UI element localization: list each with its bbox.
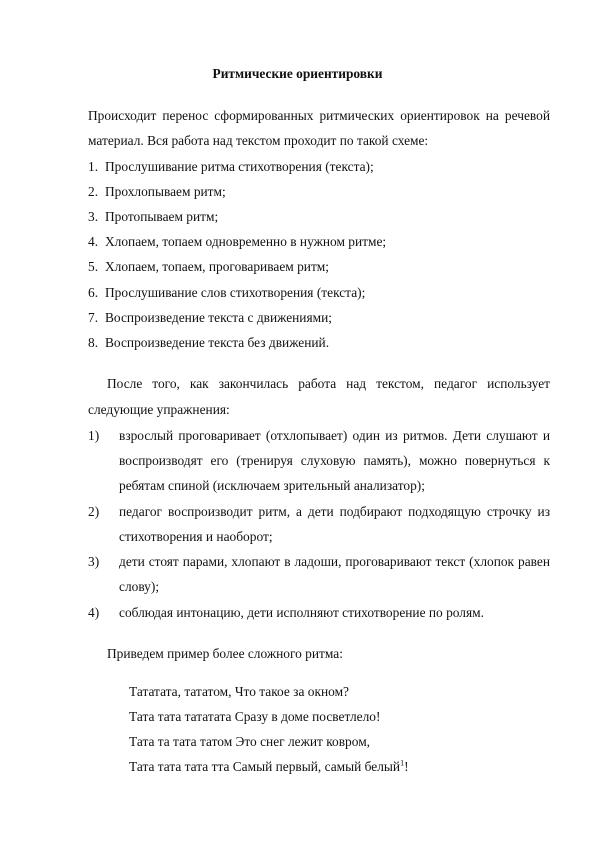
exercise-4-number: 4)	[88, 605, 100, 620]
exercise-2-line-1: педагог воспроизводит ритм, а дети подбирают подходящую строчку из	[119, 504, 550, 519]
step-8-text: Воспроизведение текста без движений.	[105, 335, 330, 350]
step-3-text: Протопываем ритм;	[105, 209, 219, 224]
para3: Приведем пример более сложного ритма:	[107, 646, 343, 661]
step-1-text: Прослушивание ритма стихотворения (текста);	[105, 159, 374, 174]
poem-line-4-text: Тата тата тата тта Самый первый, самый белый	[129, 759, 401, 774]
step-4-text: Хлопаем, топаем одновременно в нужном ритме;	[105, 234, 387, 249]
poem-line-2: Тата тата тататата Сразу в доме посветлело!	[129, 709, 381, 724]
exercise-3-line-2: слову);	[119, 579, 160, 594]
exercise-1-line-1: взрослый проговаривает (отхлопывает) один из ритмов. Дети слушают и	[119, 428, 550, 443]
step-8-number: 8.	[88, 335, 99, 350]
para2-line-1: После того, как закончилась работа над текстом, педагог использует	[107, 376, 550, 391]
step-2-text: Прохлопываем ритм;	[105, 184, 226, 199]
step-7-number: 7.	[88, 310, 99, 325]
step-2-number: 2.	[88, 184, 99, 199]
exercise-3-line-1: дети стоят парами, хлопают в ладоши, проговаривают текст (хлопок равен	[119, 554, 550, 569]
step-6-text: Прослушивание слов стихотворения (текста);	[105, 285, 366, 300]
step-7-text: Воспроизведение текста с движениями;	[105, 310, 332, 325]
intro-line-1: Происходит перенос сформированных ритмических ориентировок на речевой	[88, 108, 550, 123]
poem-line-4	[129, 759, 409, 775]
exercise-3-number: 3)	[88, 554, 100, 569]
poem-line-4-end: !	[404, 759, 409, 774]
step-1-number: 1.	[88, 159, 99, 174]
exercise-2-line-2: стихотворения и наоборот;	[119, 529, 273, 544]
footnote-mark: 1	[400, 758, 405, 768]
intro-line-2: материал. Вся работа над текстом проходит по такой схеме:	[88, 133, 429, 148]
step-5-text: Хлопаем, топаем, проговариваем ритм;	[105, 259, 329, 274]
step-6-number: 6.	[88, 285, 99, 300]
step-4-number: 4.	[88, 234, 99, 249]
exercise-1-number: 1)	[88, 428, 100, 443]
exercise-1-line-3: ребятам спиной (исключаем зрительный анализатор);	[119, 478, 425, 493]
page-title: Ритмические ориентировки	[212, 66, 383, 81]
step-3-number: 3.	[88, 209, 99, 224]
poem-line-1: Тататата, тататом, Что такое за окном?	[129, 684, 349, 699]
exercise-4-line-1: соблюдая интонацию, дети исполняют стихотворение по ролям.	[119, 605, 484, 620]
poem-line-3: Тата та тата татом Это снег лежит ковром,	[129, 734, 371, 749]
step-5-number: 5.	[88, 259, 99, 274]
para2-line-2: следующие упражнения:	[88, 402, 230, 417]
exercise-1-line-2: воспроизводят его (тренируя слуховую память), можно повернуться к	[119, 453, 550, 468]
exercise-2-number: 2)	[88, 504, 100, 519]
